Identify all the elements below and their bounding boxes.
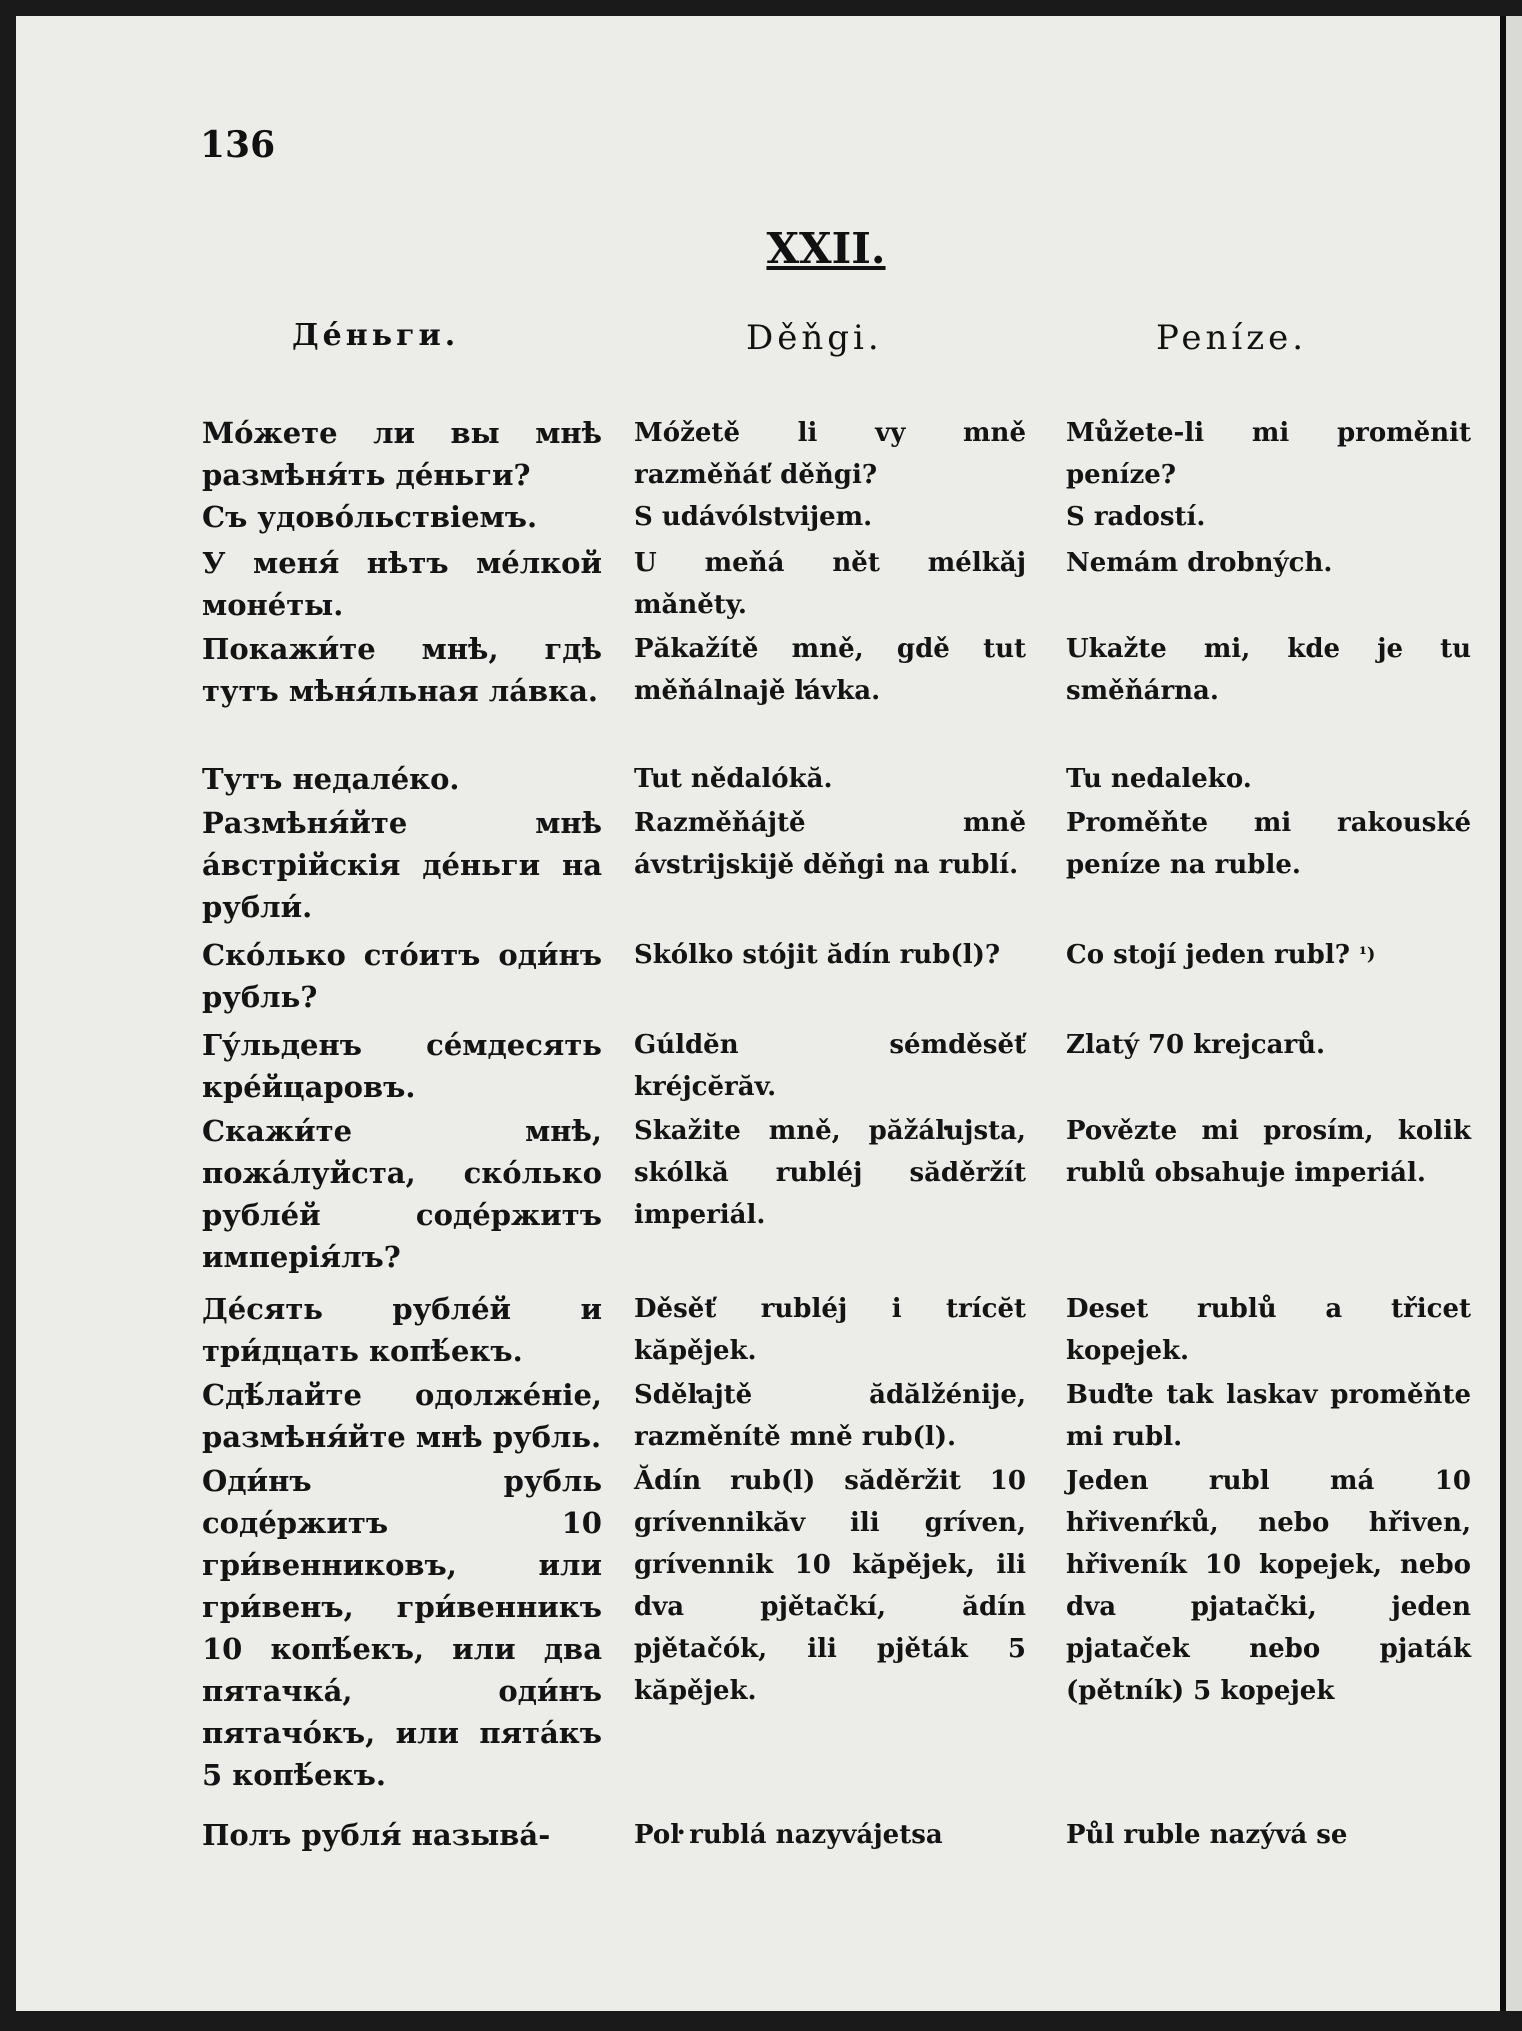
czech-phrase: Ukažte mi, kde je tu směňárna.	[1066, 634, 1471, 706]
book-page	[16, 16, 1500, 2011]
transliteration-phrase: Poŀ rublá nazyvájetsa	[634, 1820, 943, 1850]
transliteration-phrase: Skažite mně, păžáŀujsta, skólkă rubléj săděržít imperiál.	[634, 1116, 1026, 1230]
czech-phrase: Tu nedaleko.	[1066, 764, 1252, 794]
russian-phrase: У меня́ нѣтъ ме́лкой моне́ты.	[202, 546, 602, 622]
russian-phrase: Размѣня́йте мнѣ а́встрійскія де́ньги на рубли́.	[202, 806, 602, 924]
russian-phrase: Гу́льденъ се́мдесять кре́йцаровъ.	[202, 1028, 602, 1104]
russian-phrase: Оди́нъ рубль содéржитъ 10 гри́венниковъ, или гри́венъ, гри́венникъ 10 копѣ́екъ, или два пятачка́, оди́нъ пятачо́къ, или пята́къ 5 копѣ́екъ.	[202, 1464, 602, 1792]
transliteration-phrase: Sděŀajtě ădălžénije, razměnítě mně rub(l).	[634, 1380, 1026, 1452]
transliteration-phrase: Děsěť rubléj i trícĕt kăpějek.	[634, 1294, 1026, 1366]
czech-phrase: Buďte tak laskav proměňte mi rubl.	[1066, 1380, 1471, 1452]
czech-column-heading: Peníze.	[1156, 318, 1308, 358]
czech-phrase: Povězte mi prosím, kolik rublů obsahuje imperiál.	[1066, 1116, 1471, 1188]
czech-phrase-text: Co stojí jeden rubl?	[1066, 940, 1350, 970]
czech-phrase	[1066, 934, 1471, 976]
transliteration-phrase: Ădín rub(l) săděržit 10 grívennikăv ili gríven, grívennik 10 kăpějek, ili dva pjětačkí, ădín pjětačók, ili pjěták 5 kăpějek.	[634, 1466, 1026, 1706]
transliteration-phrase: S udávólstvijem.	[634, 502, 873, 532]
transliteration-phrase: Gúldĕn sémděsěť kréjcĕrăv.	[634, 1030, 1026, 1102]
russian-phrase: Полъ рубля́ называ́-	[202, 1818, 551, 1852]
transliteration-column-heading: Děňgi.	[746, 318, 883, 358]
transliteration-phrase: Skólko stójit ădín rub(l)?	[634, 940, 1001, 970]
russian-phrase: Покажи́те мнѣ, гдѣ тутъ мѣня́льная ла́вка.	[202, 632, 602, 708]
russian-phrase: Сдѣ́лайте одолже́ніе, размѣня́йте мнѣ рубль.	[202, 1378, 602, 1454]
czech-phrase: Deset rublů a třicet kopejek.	[1066, 1294, 1471, 1366]
adjacent-page-edge	[1506, 16, 1522, 2011]
transliteration-phrase: Tut nědalókă.	[634, 764, 833, 794]
russian-phrase: Тутъ недале́ко.	[202, 762, 460, 796]
czech-phrase: Půl ruble nazývá se	[1066, 1820, 1348, 1850]
czech-phrase: Nemám drobných.	[1066, 548, 1333, 578]
russian-phrase: Скажи́те мнѣ, пожа́луйста, ско́лько рублéй содéржитъ имперія́лъ?	[202, 1114, 602, 1274]
page-number: 136	[200, 124, 276, 166]
transliteration-phrase: U meňá nět mélkǎj mǎněty.	[634, 548, 1026, 620]
russian-column-heading: Де́ньги.	[292, 318, 460, 353]
russian-phrase: Съ удово́льствіемъ.	[202, 500, 538, 534]
russian-phrase: Ско́лько сто́итъ оди́нъ рубль?	[202, 938, 602, 1014]
czech-phrase: Proměňte mi rakouské peníze na ruble.	[1066, 808, 1471, 880]
russian-phrase: Де́сять рублéй и три́дцать копѣ́екъ.	[202, 1292, 602, 1368]
transliteration-phrase: Razměňájtě mně ávstrijskijě děňgi na rublí.	[634, 808, 1026, 880]
czech-phrase: Jeden rubl má 10 hřivenŕků, nebo hřiven, hřiveník 10 kopejek, nebo dva pjatački, jeden pjataček nebo pjaták (pětník) 5 kopejek	[1066, 1466, 1471, 1706]
footnote-marker: ¹)	[1359, 944, 1376, 965]
transliteration-phrase: Păkažítě mně, gdě tut měňálnajě ŀávka.	[634, 634, 1026, 706]
transliteration-phrase: Móžetě li vy mně razměňáť děňgi?	[634, 418, 1026, 490]
chapter-title: XXII.	[766, 224, 886, 273]
czech-phrase: Zlatý 70 krejcarů.	[1066, 1030, 1326, 1060]
czech-phrase: S radostí.	[1066, 502, 1206, 532]
russian-phrase: Мо́жете ли вы мнѣ размѣня́ть де́ньги?	[202, 416, 602, 492]
czech-phrase: Můžete-li mi proměnit peníze?	[1066, 418, 1471, 490]
